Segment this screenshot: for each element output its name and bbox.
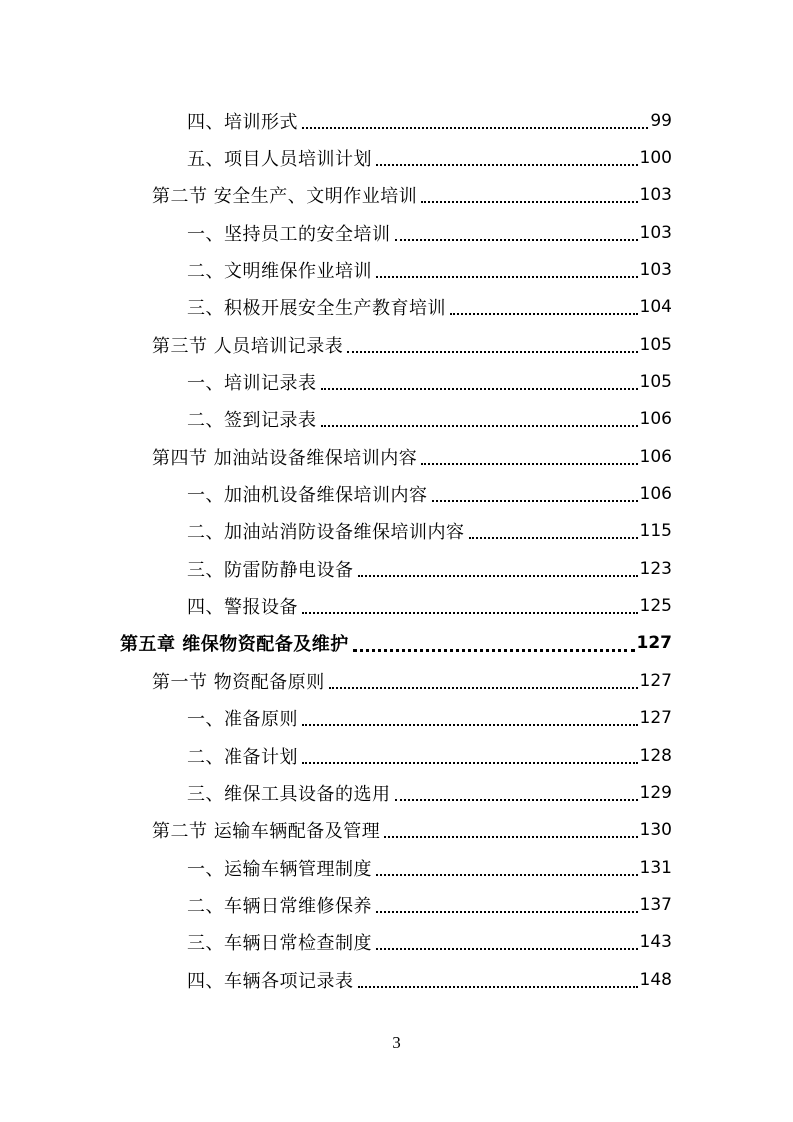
toc-entry[interactable] <box>0 401 793 438</box>
toc-entry-page: 115 <box>639 521 672 542</box>
toc-entry-page: 100 <box>639 148 672 169</box>
toc-entry[interactable] <box>0 251 793 288</box>
toc-entry-page: 143 <box>639 932 672 953</box>
toc-entry-title: 四、培训形式 <box>187 111 298 133</box>
toc-entry-title: 一、加油机设备维保培训内容 <box>187 485 428 507</box>
toc-dot-leader <box>302 724 638 726</box>
toc-entry[interactable] <box>0 550 793 587</box>
toc-entry[interactable] <box>0 102 793 139</box>
toc-entry-title: 一、准备原则 <box>187 709 298 731</box>
toc-entry-page: 105 <box>639 334 672 355</box>
toc-dot-leader <box>421 463 637 465</box>
toc-entry[interactable] <box>0 214 793 251</box>
toc-entry-page: 106 <box>639 446 672 467</box>
toc-entry-page: 103 <box>639 185 672 206</box>
toc-dot-leader <box>376 948 638 950</box>
toc-dot-leader <box>302 127 648 129</box>
table-of-contents <box>0 102 793 998</box>
toc-entry-title: 四、车辆各项记录表 <box>187 970 354 992</box>
toc-dot-leader <box>358 986 638 988</box>
toc-entry-page: 127 <box>639 708 672 729</box>
toc-dot-leader <box>395 799 638 801</box>
toc-entry-title: 一、坚持员工的安全培训 <box>187 223 391 245</box>
toc-entry-page: 125 <box>639 596 672 617</box>
toc-entry[interactable] <box>0 326 793 363</box>
toc-entry-page: 123 <box>639 558 672 579</box>
toc-entry[interactable] <box>0 737 793 774</box>
toc-dot-leader <box>384 836 637 838</box>
toc-entry-chapter[interactable] <box>0 625 793 662</box>
toc-entry-title: 二、加油站消防设备维保培训内容 <box>187 522 465 544</box>
toc-entry[interactable] <box>0 363 793 400</box>
toc-entry-title: 第二节 安全生产、文明作业培训 <box>152 186 418 208</box>
toc-dot-leader <box>358 575 638 577</box>
toc-entry[interactable] <box>0 177 793 214</box>
toc-entry-title: 第四节 加油站设备维保培训内容 <box>152 447 418 469</box>
toc-entry-page: 99 <box>650 110 672 131</box>
toc-dot-leader <box>395 239 638 241</box>
toc-entry-title: 四、警报设备 <box>187 597 298 619</box>
toc-entry-title: 二、文明维保作业培训 <box>187 261 372 283</box>
toc-entry-page: 130 <box>639 820 672 841</box>
toc-entry[interactable] <box>0 774 793 811</box>
toc-entry-title: 二、准备计划 <box>187 746 298 768</box>
toc-entry[interactable] <box>0 513 793 550</box>
toc-entry-page: 127 <box>639 670 672 691</box>
toc-dot-leader <box>376 276 638 278</box>
toc-entry-title: 三、防雷防静电设备 <box>187 559 354 581</box>
toc-entry[interactable] <box>0 662 793 699</box>
toc-entry[interactable] <box>0 139 793 176</box>
toc-dot-leader <box>302 762 638 764</box>
toc-entry[interactable] <box>0 961 793 998</box>
toc-dot-leader <box>469 537 638 539</box>
toc-entry-title: 第一节 物资配备原则 <box>152 671 325 693</box>
toc-entry[interactable] <box>0 475 793 512</box>
toc-entry-page: 104 <box>639 297 672 318</box>
toc-dot-leader <box>302 612 638 614</box>
toc-entry[interactable] <box>0 849 793 886</box>
toc-entry-title: 一、培训记录表 <box>187 373 317 395</box>
toc-entry-page: 129 <box>639 782 672 803</box>
toc-dot-leader <box>432 500 638 502</box>
toc-entry-page: 106 <box>639 409 672 430</box>
toc-dot-leader <box>421 201 637 203</box>
toc-entry-page: 137 <box>639 894 672 915</box>
toc-dot-leader <box>321 425 638 427</box>
toc-entry-title: 五、项目人员培训计划 <box>187 149 372 171</box>
toc-entry-title: 三、积极开展安全生产教育培训 <box>187 298 446 320</box>
toc-entry-page: 128 <box>639 745 672 766</box>
toc-entry-title: 第二节 运输车辆配备及管理 <box>152 821 381 843</box>
toc-entry-page: 148 <box>639 969 672 990</box>
toc-entry-page: 106 <box>639 484 672 505</box>
toc-dot-leader <box>376 911 638 913</box>
toc-entry-page: 105 <box>639 372 672 393</box>
toc-entry[interactable] <box>0 924 793 961</box>
toc-entry-title: 第五章 维保物资配备及维护 <box>120 634 349 656</box>
toc-entry-page: 127 <box>636 633 672 654</box>
toc-dot-leader <box>353 649 635 652</box>
toc-entry-title: 一、运输车辆管理制度 <box>187 858 372 880</box>
toc-entry-page: 103 <box>639 260 672 281</box>
toc-dot-leader <box>329 687 638 689</box>
toc-dot-leader <box>347 351 637 353</box>
toc-entry-title: 三、车辆日常检查制度 <box>187 933 372 955</box>
toc-entry[interactable] <box>0 700 793 737</box>
toc-entry-page: 103 <box>639 222 672 243</box>
toc-dot-leader <box>450 313 638 315</box>
toc-dot-leader <box>376 164 638 166</box>
toc-dot-leader <box>376 874 638 876</box>
toc-entry-title: 第三节 人员培训记录表 <box>152 335 344 357</box>
toc-entry[interactable] <box>0 587 793 624</box>
toc-dot-leader <box>321 388 638 390</box>
toc-entry[interactable] <box>0 812 793 849</box>
page-number: 3 <box>392 1033 401 1052</box>
toc-entry[interactable] <box>0 886 793 923</box>
toc-entry-title: 三、维保工具设备的选用 <box>187 783 391 805</box>
toc-entry[interactable] <box>0 289 793 326</box>
toc-entry-page: 131 <box>639 857 672 878</box>
toc-entry-title: 二、签到记录表 <box>187 410 317 432</box>
toc-entry-title: 二、车辆日常维修保养 <box>187 895 372 917</box>
toc-entry[interactable] <box>0 438 793 475</box>
